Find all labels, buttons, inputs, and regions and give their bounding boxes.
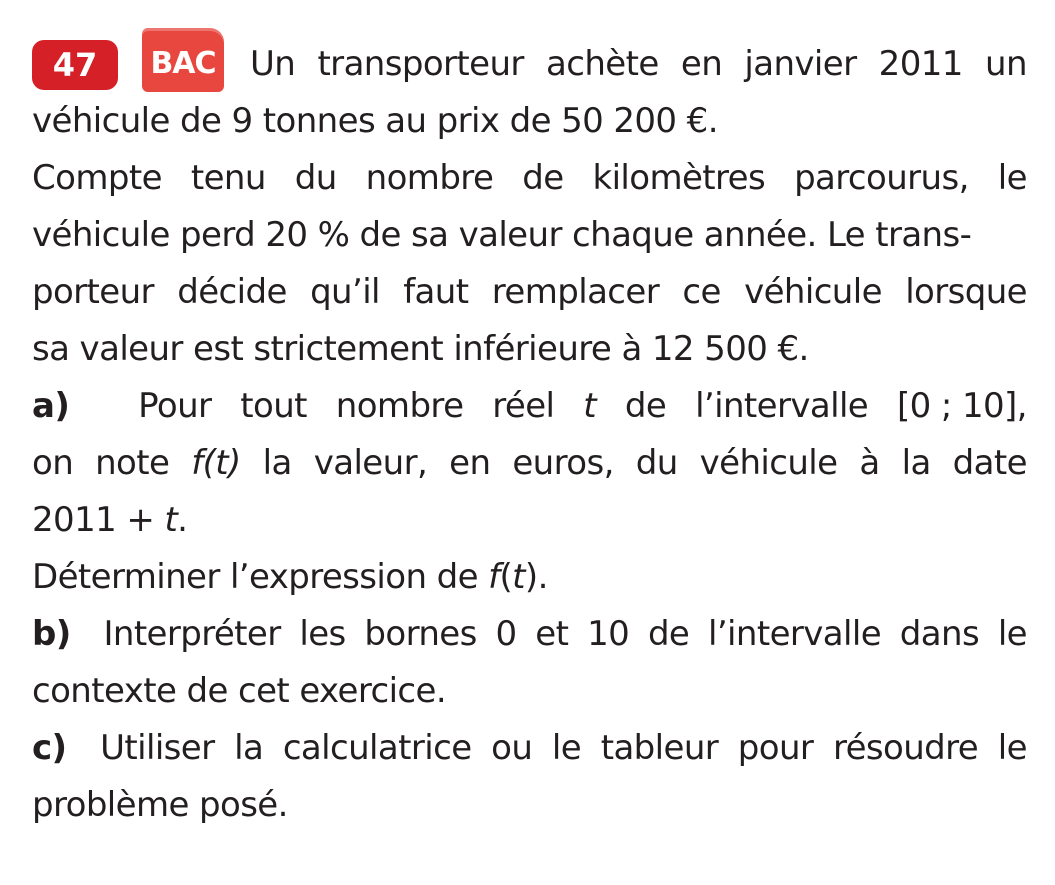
intro-line-3 [32,150,1027,207]
word: le [551,728,582,768]
word: le [997,158,1027,198]
part-a-question [32,549,1027,606]
word: l’intervalle [708,614,882,654]
word: remplacer [491,272,660,312]
word: la [901,443,931,483]
word: les [299,614,346,654]
word: porteur [32,272,154,312]
intro-line-4: véhicule perd 20 % de sa valeur chaque année. Le trans- [32,215,972,255]
word: Compte [32,158,162,198]
word: et [535,614,569,654]
question-end: ). [524,557,548,597]
part-a-line-1 [32,378,1027,435]
part-b-line-2: contexte de cet exercice. [32,671,447,711]
bac-badge: BAC [142,28,224,92]
word: de [624,386,667,426]
date-end: . [177,500,188,540]
part-a-line-3 [32,492,1027,549]
variable-t: t [583,386,596,426]
word: de [647,614,690,654]
word: calculatrice [282,728,472,768]
word: bornes [364,614,477,654]
question-text: Déterminer l’expression de [32,557,489,597]
word: pour [737,728,814,768]
word: note [95,443,170,483]
word: de [522,158,564,198]
word: un [985,44,1027,84]
word: 10 [587,614,630,654]
word: qu’il [310,272,380,312]
word: l’intervalle [695,386,869,426]
word: tout [240,386,307,426]
word: achète [546,44,659,84]
date-variable-t: t [164,500,178,540]
word: transporteur [317,44,524,84]
word: véhicule [699,443,838,483]
word: kilomètres [592,158,766,198]
exercise-47 [32,36,1027,834]
word: lorsque [905,272,1027,312]
word: en [680,44,723,84]
word: du [635,443,678,483]
question-paren: ( [499,557,513,597]
part-c-label: c) [32,728,67,768]
word: janvier [744,44,857,84]
part-a-label: a) [32,386,70,426]
word: résoudre [832,728,979,768]
intro-line-5 [32,264,1027,321]
word: tableur [600,728,719,768]
part-b-label: b) [32,614,71,654]
intro-line-1 [32,36,1027,93]
question-t: t [512,557,525,597]
word: valeur, [313,443,428,483]
word: faut [403,272,469,312]
word: réel [492,386,555,426]
part-a-line-2 [32,435,1027,492]
part-c-line-1 [32,720,1027,777]
word: date [952,443,1027,483]
word: 2011 [878,44,963,84]
word: euros, [512,443,614,483]
date-expression: 2011 + [32,500,165,540]
word: véhicule [744,272,882,312]
part-c-line-2: problème posé. [32,785,288,825]
word: nombre [335,386,464,426]
intro-line-2: véhicule de 9 tonnes au prix de 50 200 €. [32,101,718,141]
word: Utiliser [100,728,215,768]
word: ce [682,272,721,312]
word: Pour [138,386,212,426]
question-f: f [488,557,500,597]
word: le [997,614,1027,654]
word: dans [899,614,980,654]
function-f-t: f(t) [191,443,241,483]
word: du [294,158,337,198]
word: la [262,443,292,483]
word: tenu [190,158,266,198]
word: à [859,443,880,483]
exercise-number-badge: 47 [32,40,118,90]
word: parcourus, [794,158,969,198]
word: on [32,443,74,483]
part-b-line-1 [32,606,1027,663]
word: Un [250,44,296,84]
word: ou [491,728,533,768]
word: 0 [495,614,517,654]
word: la [234,728,264,768]
word: décide [177,272,287,312]
word: le [997,728,1027,768]
interval: [0 ; 10], [896,386,1027,426]
intro-line-1-text [250,36,1027,93]
word: en [449,443,491,483]
word: Interpréter [103,614,281,654]
word: nombre [365,158,494,198]
intro-line-6: sa valeur est strictement inférieure à 12 500 €. [32,329,809,369]
